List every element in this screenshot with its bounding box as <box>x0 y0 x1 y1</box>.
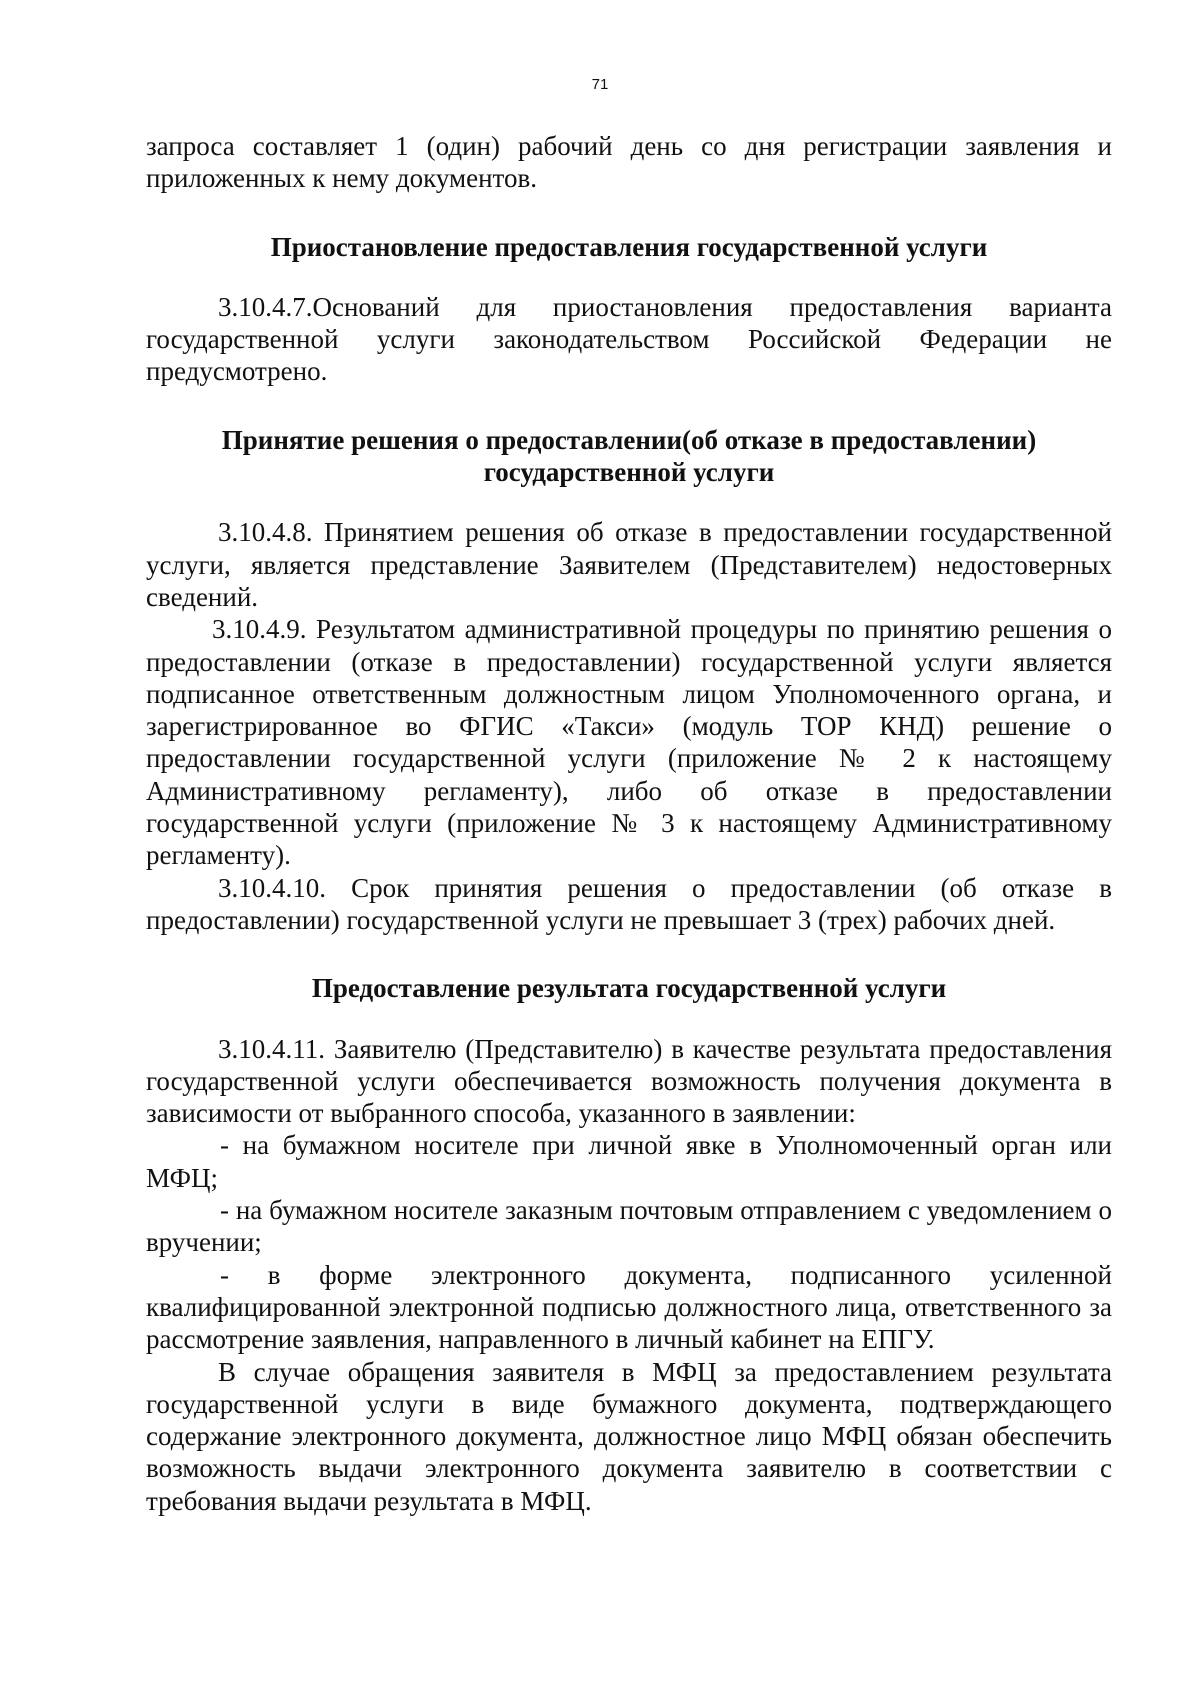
list-item-paper-personal: - на бумажном носителе при личной явке в Уполномоченный орган или МФЦ; <box>146 1130 1112 1193</box>
paragraph-mfc: В случае обращения заявителя в МФЦ за предоставлением результата государственной услуги в виде бумажного документа, подтверждающего содержание электронного документа, должностное лицо МФЦ обязан обеспечить возможность выдачи электронного документа заявителю в соответствии с требования выдачи результата в МФЦ. <box>146 1356 1112 1516</box>
paragraph-3-10-4-10: 3.10.4.10. Срок принятия решения о предоставлении (об отказе в предоставлении) государственной услуги не превышает 3 (трех) рабочих дней. <box>146 872 1112 935</box>
paragraph-continuation: запроса составляет 1 (один) рабочий день со дня регистрации заявления и приложенных к нему документов. <box>146 131 1112 194</box>
heading-decision: Принятие решения о предоставлении(об отказе в предоставлении) государственной услуги <box>221 424 1037 488</box>
heading-suspension: Приостановление предоставления государственной услуги <box>270 231 988 262</box>
heading-result: Предоставление результата государственной услуги <box>311 973 947 1004</box>
paragraph-3-10-4-7: 3.10.4.7.Оснований для приостановления предоставления варианта государственной услуги законодательством Российской Федерации не предусмотрено. <box>146 291 1112 387</box>
list-item-paper-mail: - на бумажном носителе заказным почтовым отправлением с уведомлением о вручении; <box>146 1195 1112 1258</box>
page-number: 71 <box>591 76 609 93</box>
document-body <box>146 130 1112 1517</box>
paragraph-3-10-4-9: 3.10.4.9. Результатом административной процедуры по принятию решения о предоставлении (отказе в предоставлении) государственной услуги является подписанное ответственным должностным лицом Уполномоченного органа, и зарегистрированное во ФГИС «Такси» (модуль ТОР КНД) решение о предоставлении государственной услуги (приложение № 2 к настоящему Административному регламенту), либо об отказе в предоставлении государственной услуги (приложение № 3 к настоящему Административному регламенту). <box>146 614 1112 871</box>
paragraph-3-10-4-8: 3.10.4.8. Принятием решения об отказе в предоставлении государственной услуги, является представление Заявителем (Представителем) недостоверных сведений. <box>146 517 1112 612</box>
list-item-electronic: - в форме электронного документа, подписанного усиленной квалифицированной электронной подписью должностного лица, ответственного за рассмотрение заявления, направленного в личный кабинет на ЕПГУ. <box>146 1259 1112 1355</box>
paragraph-3-10-4-11: 3.10.4.11. Заявителю (Представителю) в качестве результата предоставления государственной услуги обеспечивается возможность получения документа в зависимости от выбранного способа, указанного в заявлении: <box>146 1033 1112 1129</box>
